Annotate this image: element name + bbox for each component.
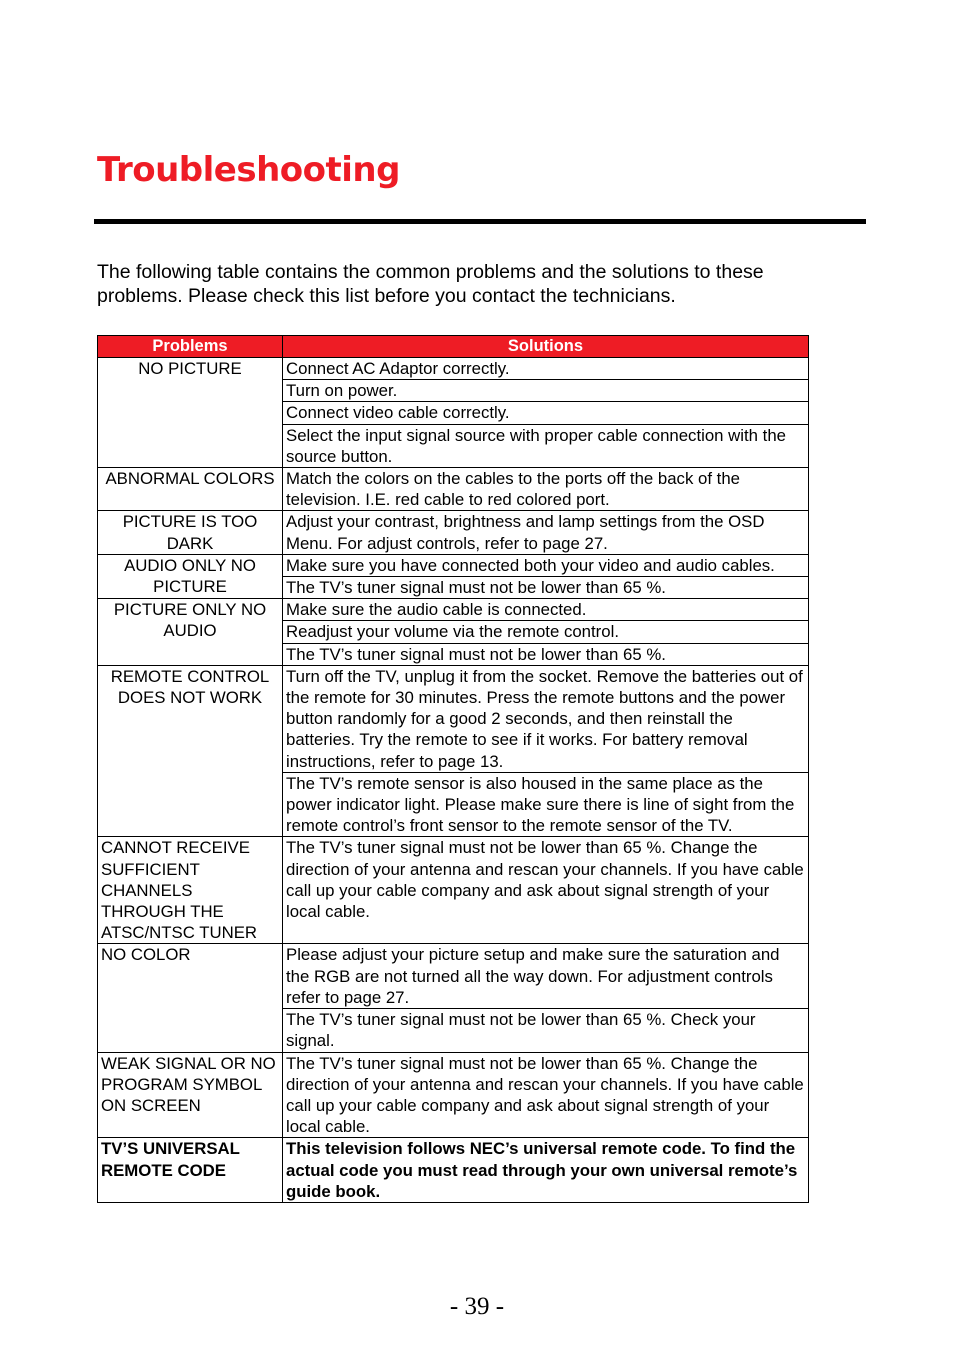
intro-paragraph: The following table contains the common problems and the solutions to these problems. Please check this list before you contact the technicians.	[97, 261, 764, 307]
solution-cell: Connect video cable correctly.	[283, 402, 809, 424]
table-row	[98, 1138, 809, 1203]
table-row	[98, 665, 809, 772]
problem-cell: PICTURE IS TOO DARK	[98, 511, 283, 554]
page-number: - 39 -	[449, 1293, 505, 1320]
solution-cell: Connect AC Adaptor correctly.	[283, 358, 809, 380]
troubleshooting-table	[97, 335, 809, 1203]
solution-cell: This television follows NEC’s universal remote code. To find the actual code you must read through your own universal remote’s guide book.	[283, 1138, 809, 1203]
table-row	[98, 1052, 809, 1138]
problem-cell: AUDIO ONLY NO PICTURE	[98, 554, 283, 598]
problem-cell: ABNORMAL COLORS	[98, 468, 283, 511]
table-row	[98, 944, 809, 1009]
table-row	[98, 511, 809, 554]
problem-cell: PICTURE ONLY NO AUDIO	[98, 599, 283, 666]
solution-cell: Make sure the audio cable is connected.	[283, 599, 809, 621]
table-row	[98, 837, 809, 944]
table-row	[98, 599, 809, 621]
table-row	[98, 468, 809, 511]
problems-header: Problems	[98, 336, 283, 358]
problem-cell: TV’S UNIVERSAL REMOTE CODE	[98, 1138, 283, 1203]
problem-cell: CANNOT RECEIVE SUFFICIENT CHANNELS THROUGH THE ATSC/NTSC TUNER	[98, 837, 283, 944]
problem-cell: NO PICTURE	[98, 358, 283, 468]
solution-cell: The TV’s tuner signal must not be lower than 65 %.	[283, 643, 809, 665]
problem-cell: REMOTE CONTROL DOES NOT WORK	[98, 665, 283, 837]
table-header-row	[98, 336, 809, 358]
solution-cell: The TV’s tuner signal must not be lower than 65 %. Change the direction of your antenna and rescan your channels. If you have cable call up your cable company and ask about signal strength of your local cable.	[283, 1052, 809, 1138]
title-divider	[94, 219, 866, 224]
solution-cell: Readjust your volume via the remote control.	[283, 621, 809, 643]
solution-cell: Turn off the TV, unplug it from the socket. Remove the batteries out of the remote for 30 minutes. Press the remote buttons and the power button randomly for a good 2 seconds, and then reinstall the batteries. Try the remote to see if it works. For battery removal instructions, refer to page 13.	[283, 665, 809, 772]
solution-cell: Match the colors on the cables to the ports off the back of the television. I.E. red cable to red colored port.	[283, 468, 809, 511]
problem-cell: WEAK SIGNAL OR NO PROGRAM SYMBOL ON SCREEN	[98, 1052, 283, 1138]
page-title: Troubleshooting	[97, 150, 400, 190]
solution-cell: Turn on power.	[283, 380, 809, 402]
solution-cell: The TV’s tuner signal must not be lower than 65 %.	[283, 577, 809, 599]
table-row	[98, 554, 809, 576]
solutions-header: Solutions	[283, 336, 809, 358]
problem-cell: NO COLOR	[98, 944, 283, 1052]
solution-cell: Adjust your contrast, brightness and lamp settings from the OSD Menu. For adjust controls, refer to page 27.	[283, 511, 809, 554]
solution-cell: Select the input signal source with proper cable connection with the source button.	[283, 424, 809, 467]
solution-cell: The TV’s tuner signal must not be lower than 65 %. Check your signal.	[283, 1009, 809, 1052]
solution-cell: Please adjust your picture setup and make sure the saturation and the RGB are not turned all the way down. For adjustment controls refer to page 27.	[283, 944, 809, 1009]
table-row	[98, 358, 809, 380]
solution-cell: Make sure you have connected both your video and audio cables.	[283, 554, 809, 576]
solution-cell: The TV’s remote sensor is also housed in the same place as the power indicator light. Please make sure there is line of sight from the remote control’s front sensor to the remote sensor of the TV.	[283, 772, 809, 837]
solution-cell: The TV’s tuner signal must not be lower than 65 %. Change the direction of your antenna and rescan your channels. If you have cable call up your cable company and ask about signal strength of your local cable.	[283, 837, 809, 944]
